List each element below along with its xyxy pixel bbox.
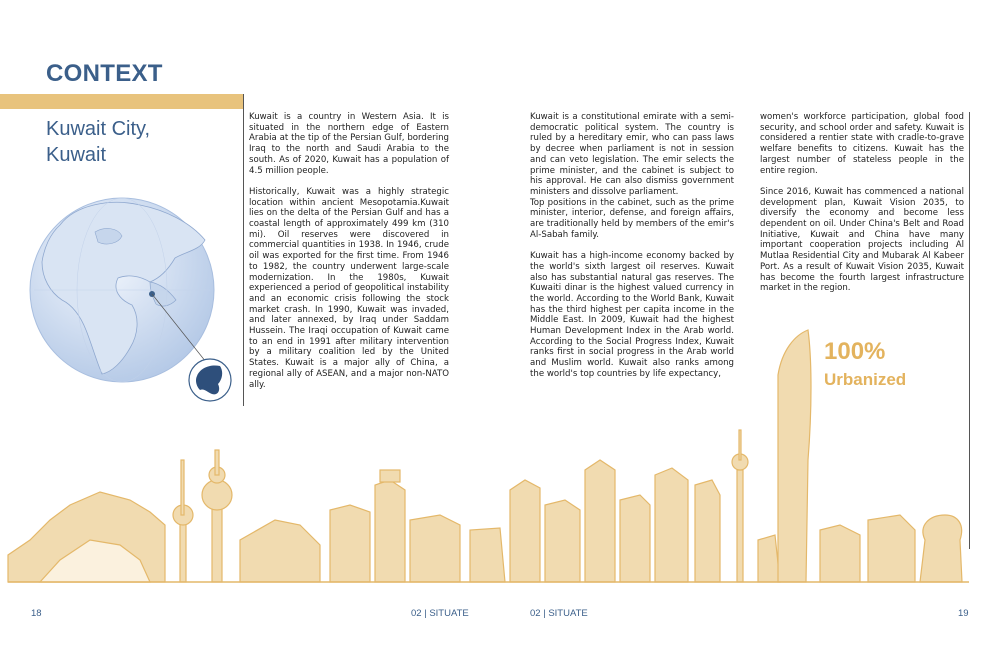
paragraph: Top positions in the cabinet, such as the prime minister, interior, defense, and foreign affairs, are traditionally held by members of the emir's Al-Sabah family. bbox=[530, 197, 734, 240]
page-number-right: 19 bbox=[958, 608, 969, 619]
location-title-line1: Kuwait City, bbox=[46, 118, 151, 140]
page-title: CONTEXT bbox=[46, 60, 163, 87]
paragraph: Kuwait has a high-income economy backed by the world's sixth largest oil reserves. Kuwait also has substantial natural gas reserves. The Kuwaiti dinar is the highest valued currency in the world. According to the World Bank, Kuwait has the third highest per capita income in the Middle East. In 2009, Kuwait had the highest Human Development Index in the Arab world. According to the Social Progress Index, Kuwait ranks first in social progress in the Arab world and Muslim world. Kuwait also ranks among the world's top countries by life expectancy, bbox=[530, 251, 734, 379]
urbanized-stat-label: Urbanized bbox=[824, 370, 907, 389]
globe-map-icon bbox=[30, 198, 214, 382]
paragraph: women's workforce participation, global food security, and school order and safety. Kuwait is considered a rentier state with cradle-to-grave welfare benefits to citizens. Kuwait has the largest number of stateless people in the entire region. bbox=[760, 112, 964, 176]
page-number-left: 18 bbox=[31, 608, 42, 619]
kuwait-map-badge-icon bbox=[189, 359, 231, 401]
urbanized-stat-value: 100% bbox=[824, 338, 886, 365]
section-label-right: 02 | SITUATE bbox=[530, 608, 588, 619]
paragraph: Since 2016, Kuwait has commenced a national development plan, Kuwait Vision 2035, to diversify the economy and become less dependent on oil. Under China's Belt and Road Initiative, Kuwait and China have many important cooperation projects including Al Mutlaa Residential City and Mubarak Al Kabeer Port. As a result of Kuwait Vision 2035, Kuwait has become the fourth largest infrastructure market in the region. bbox=[760, 186, 964, 294]
section-label-left: 02 | SITUATE bbox=[411, 608, 469, 619]
location-title-line2: Kuwait bbox=[46, 144, 107, 166]
paragraph: Kuwait is a constitutional emirate with a semi-democratic political system. The country is ruled by a hereditary emir, who can pass laws by decree when parliament is not in session and can veto legislation. The emir selects the prime minister, and the cabinet is subject to his approval. He can also dismiss government ministers and dissolve parliament. bbox=[530, 112, 734, 197]
paragraph: Kuwait is a country in Western Asia. It is situated in the northern edge of Eastern Arabia at the tip of the Persian Gulf, bordering Iraq to the north and Saudi Arabia to the south. As of 2020, Kuwait has a population of 4.5 million people. bbox=[249, 112, 449, 176]
paragraph: Historically, Kuwait was a highly strategic location within ancient Mesopotamia.Kuwait lies on the delta of the Persian Gulf and has a coastal length of approximately 499 km (310 mi). Oil reserves were discovered in commercial quantities in 1938. In 1946, crude oil was exported for the first time. From 1946 to 1982, the country underwent large-scale modernization. In the 1980s, Kuwait experienced a period of geopolitical instability and an economic crisis following the stock market crash. In 1990, Kuwait was invaded, and later annexed, by Iraq under Saddam Hussein. The Iraqi occupation of Kuwait came to an end in 1991 after military intervention by a military coalition led by the United States. Kuwait is a major ally of China, a regional ally of ASEAN, and a major non-NATO ally. bbox=[249, 186, 449, 390]
